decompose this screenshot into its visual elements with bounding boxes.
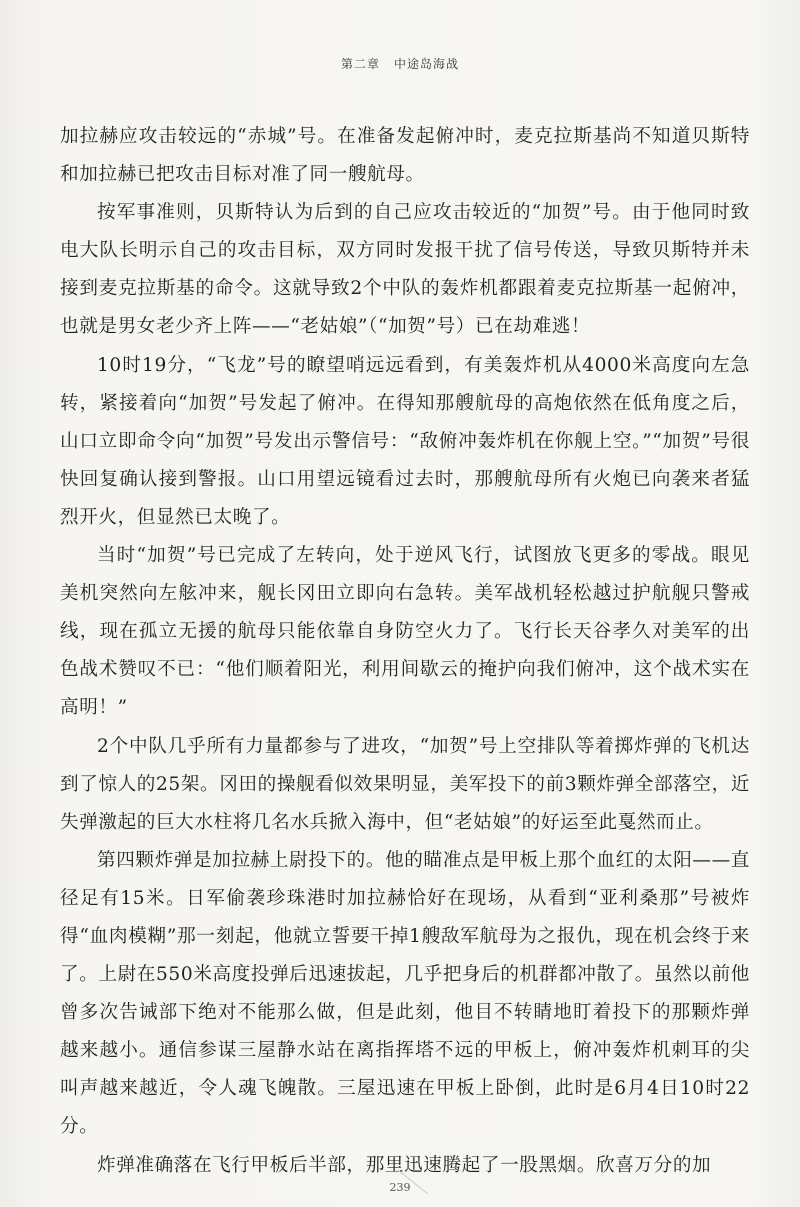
- paragraph-5: 2个中队几乎所有力量都参与了进攻，“加贺”号上空排队等着掷炸弹的飞机达到了惊人的25架。冈田的操舰看似效果明显，美军投下的前3颗炸弹全部落空，近失弹激起的巨大水柱将几名水兵掀入海中，但“老姑娘”的好运至此戛然而止。: [60, 735, 750, 833]
- paragraph-6: 第四颗炸弹是加拉赫上尉投下的。他的瞄准点是甲板上那个血红的太阳——直径足有15米。日军偷袭珍珠港时加拉赫恰好在现场，从看到“亚利桑那”号被炸得“血肉模糊”那一刻起，他就立誓要干掉1艘敌军航母为之报仇，现在机会终于来了。上尉在550米高度投弹后迅速拔起，几乎把身后的机群都冲散了。虽然以前他曾多次告诫部下绝对不能那么做，但是此刻，他目不转睛地盯着投下的那颗炸弹越来越小。通信参谋三屋静水站在离指挥塔不远的甲板上，俯冲轰炸机刺耳的尖叫声越来越近，令人魂飞魄散。三屋迅速在甲板上卧倒，此时是6月4日10时22分。: [60, 849, 750, 1138]
- paragraph-2: 按军事准则，贝斯特认为后到的自己应攻击较近的“加贺”号。由于他同时致电大队长明示自己的攻击目标，双方同时发报干扰了信号传送，导致贝斯特并未接到麦克拉斯基的命令。这就导致2个中队的轰炸机都跟着麦克拉斯基一起俯冲，也就是男女老少齐上阵——“老姑娘”（“加贺”号）已在劫难逃！: [60, 202, 750, 338]
- body-text: [60, 118, 750, 1185]
- page-number: 239: [389, 1181, 411, 1194]
- paragraph-3: 10时19分，“飞龙”号的瞭望哨远远看到，有美轰炸机从4000米高度向左急转，紧接着向“加贺”号发起了俯冲。在得知那艘航母的高炮依然在低角度之后，山口立即命令向“加贺”号发出示警信号：“敌俯冲轰炸机在你舰上空。”“加贺”号很快回复确认接到警报。山口用望远镜看过去时，那艘航母所有火炮已向袭来者猛烈开火，但显然已太晚了。: [60, 354, 750, 528]
- chapter-label: 第二章: [340, 57, 380, 71]
- chapter-title: 中途岛海战: [394, 57, 460, 71]
- paragraph-4: 当时“加贺”号已完成了左转向，处于逆风飞行，试图放飞更多的零战。眼见美机突然向左舷冲来，舰长冈田立即向右急转。美军战机轻松越过护航舰只警戒线，现在孤立无援的航母只能依靠自身防空火力了。飞行长天谷孝久对美军的出色战术赞叹不已：“他们顺着阳光，利用间歇云的掩护向我们俯冲，这个战术实在高明！”: [60, 545, 750, 719]
- paragraph-1: 加拉赫应攻击较远的“赤城”号。在准备发起俯冲时，麦克拉斯基尚不知道贝斯特和加拉赫已把攻击目标对准了同一艘航母。: [60, 126, 750, 186]
- paragraph-7: 炸弹准确落在飞行甲板后半部，那里迅速腾起了一股黑烟。欣喜万分的加: [97, 1154, 712, 1176]
- running-header: [0, 55, 800, 72]
